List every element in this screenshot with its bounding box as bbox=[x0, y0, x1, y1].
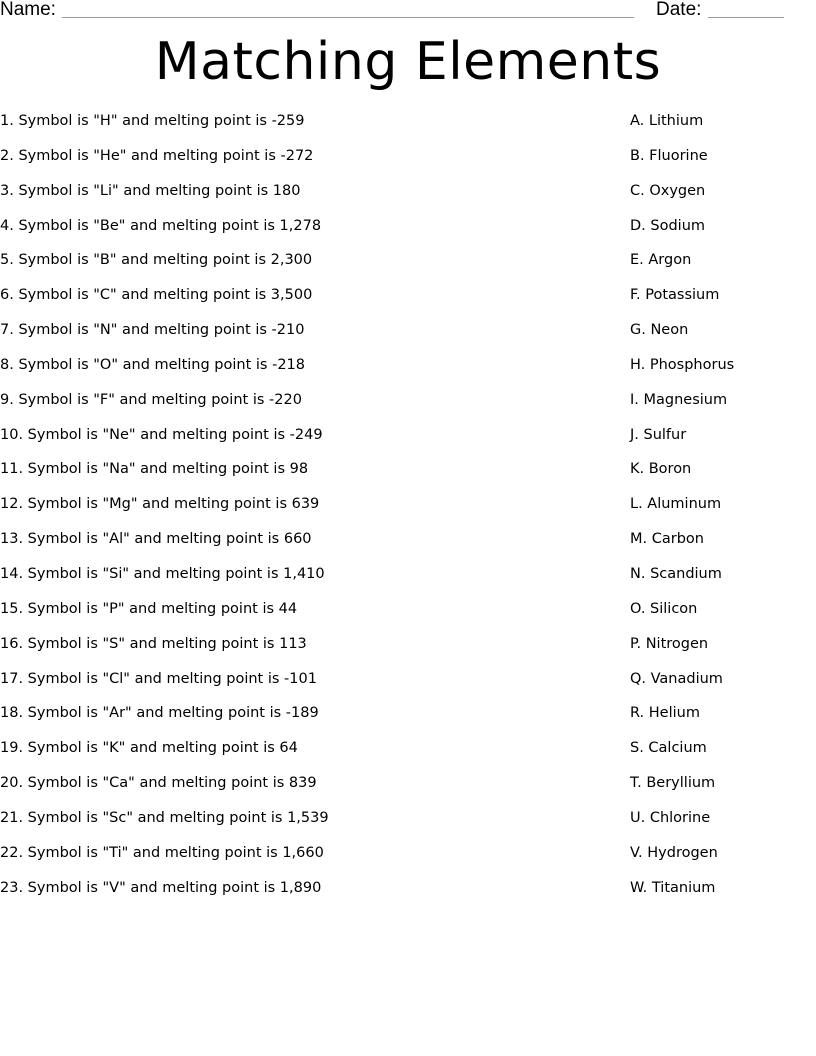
answer-list bbox=[630, 112, 810, 913]
clue-item: 15. Symbol is "P" and melting point is 44 bbox=[0, 600, 298, 617]
clue-item: 3. Symbol is "Li" and melting point is 180 bbox=[0, 182, 301, 199]
answer-item: M. Carbon bbox=[630, 531, 704, 548]
clue-item: 4. Symbol is "Be" and melting point is 1,278 bbox=[0, 217, 322, 234]
answer-item: F. Potassium bbox=[630, 287, 720, 304]
answer-item: J. Sulfur bbox=[630, 426, 687, 443]
clue-item: 19. Symbol is "K" and melting point is 64 bbox=[0, 740, 298, 757]
answer-item: B. Fluorine bbox=[630, 147, 708, 164]
clue-item: 23. Symbol is "V" and melting point is 1,890 bbox=[0, 879, 322, 896]
clue-item: 16. Symbol is "S" and melting point is 113 bbox=[0, 635, 307, 652]
clue-item: 11. Symbol is "Na" and melting point is 98 bbox=[0, 461, 309, 478]
answer-item: H. Phosphorus bbox=[630, 356, 735, 373]
clue-item: 6. Symbol is "C" and melting point is 3,500 bbox=[0, 287, 313, 304]
clue-item: 20. Symbol is "Ca" and melting point is 839 bbox=[0, 775, 317, 792]
answer-item: E. Argon bbox=[630, 252, 692, 269]
clue-item: 21. Symbol is "Sc" and melting point is 1,539 bbox=[0, 809, 329, 826]
clue-item: 22. Symbol is "Ti" and melting point is 1,660 bbox=[0, 844, 324, 861]
clue-item: 10. Symbol is "Ne" and melting point is -249 bbox=[0, 426, 323, 443]
answer-item: N. Scandium bbox=[630, 565, 722, 582]
clue-item: 17. Symbol is "Cl" and melting point is -101 bbox=[0, 670, 317, 687]
answer-item: C. Oxygen bbox=[630, 182, 706, 199]
clue-item: 9. Symbol is "F" and melting point is -220 bbox=[0, 391, 302, 408]
answer-item: K. Boron bbox=[630, 461, 692, 478]
clue-list bbox=[0, 112, 600, 913]
answer-item: L. Aluminum bbox=[630, 496, 722, 513]
clue-item: 2. Symbol is "He" and melting point is -272 bbox=[0, 147, 314, 164]
worksheet-header bbox=[0, 0, 816, 24]
answer-item: U. Chlorine bbox=[630, 809, 711, 826]
name-label: Name: bbox=[0, 0, 56, 20]
clue-item: 7. Symbol is "N" and melting point is -210 bbox=[0, 322, 305, 339]
clue-item: 13. Symbol is "Al" and melting point is 660 bbox=[0, 531, 312, 548]
answer-item: R. Helium bbox=[630, 705, 700, 722]
answer-item: I. Magnesium bbox=[630, 391, 728, 408]
page-title: Matching Elements bbox=[154, 32, 662, 92]
clue-item: 18. Symbol is "Ar" and melting point is -189 bbox=[0, 705, 319, 722]
answer-item: G. Neon bbox=[630, 322, 689, 339]
answer-item: A. Lithium bbox=[630, 113, 704, 129]
clue-item: 14. Symbol is "Si" and melting point is 1,410 bbox=[0, 565, 325, 582]
answer-item: D. Sodium bbox=[630, 217, 706, 234]
date-label: Date: bbox=[656, 0, 702, 20]
answer-item: P. Nitrogen bbox=[630, 635, 709, 652]
answer-item: V. Hydrogen bbox=[630, 844, 718, 861]
clue-item: 5. Symbol is "B" and melting point is 2,300 bbox=[0, 252, 313, 269]
clue-item: 1. Symbol is "H" and melting point is -259 bbox=[0, 113, 305, 129]
answer-item: O. Silicon bbox=[630, 600, 698, 617]
answer-item: Q. Vanadium bbox=[630, 670, 723, 687]
answer-item: W. Titanium bbox=[630, 879, 716, 896]
clue-item: 12. Symbol is "Mg" and melting point is 639 bbox=[0, 496, 320, 513]
name-field[interactable] bbox=[62, 17, 634, 18]
answer-item: T. Beryllium bbox=[630, 775, 716, 792]
answer-item: S. Calcium bbox=[630, 740, 707, 757]
clue-item: 8. Symbol is "O" and melting point is -218 bbox=[0, 356, 305, 373]
date-field[interactable] bbox=[708, 17, 784, 18]
